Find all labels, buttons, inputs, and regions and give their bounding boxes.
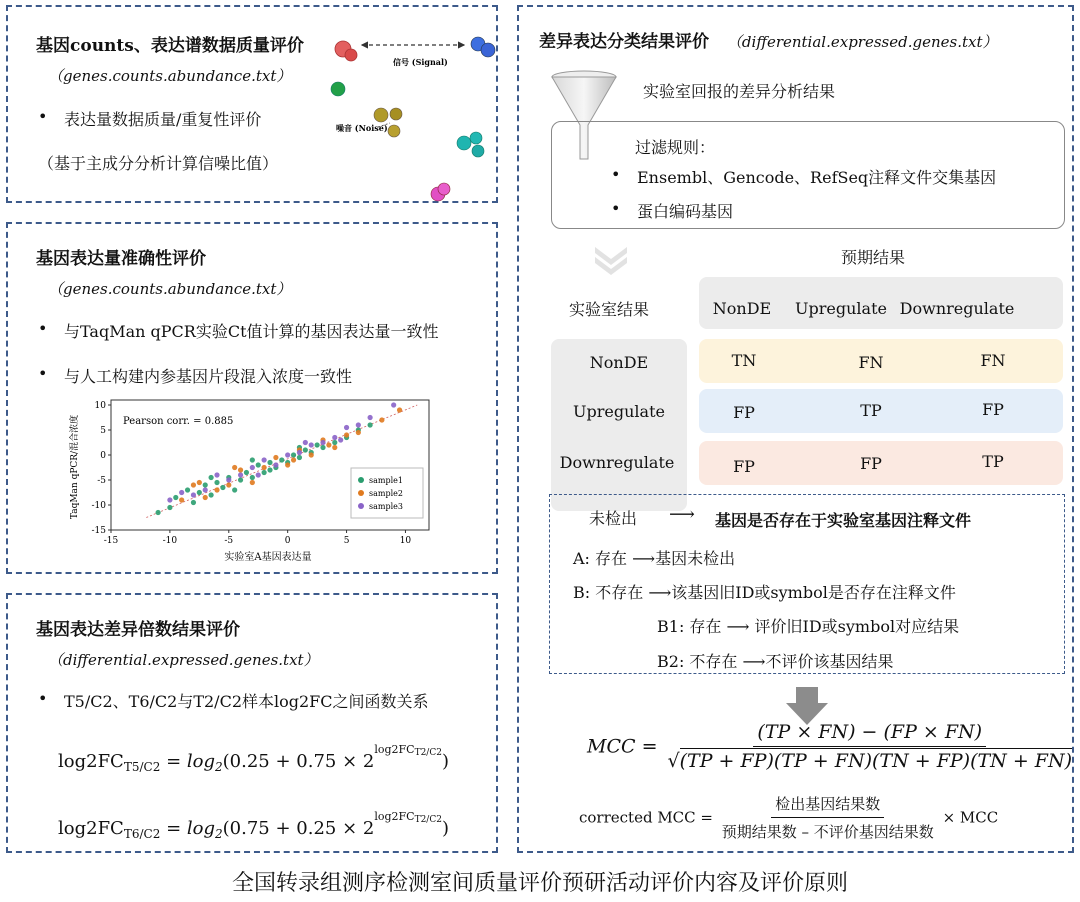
case-b2: B2: 不存在 ⟶不评价该基因结果 (657, 652, 894, 671)
red-cluster (335, 41, 357, 61)
data-point-sample2 (397, 407, 402, 412)
x-tick-label: 0 (284, 536, 291, 546)
figure-caption: 全国转录组测序检测室间质量评价预研活动评价内容及评价原则 (231, 871, 848, 896)
y-axis-label: TaqMan qPCR/混合浓度 (70, 414, 80, 520)
filter-title: 过滤规则： (635, 138, 716, 157)
data-point-sample1 (267, 467, 272, 472)
y-tick-label: 5 (100, 426, 106, 436)
data-point-sample1 (173, 495, 178, 500)
row-header-upregulate: Upregulate (573, 402, 665, 421)
teal-cluster (457, 132, 484, 157)
data-point-sample2 (326, 442, 331, 447)
data-point-sample3 (256, 472, 261, 477)
data-point-sample1 (256, 462, 261, 467)
data-point-sample2 (332, 445, 337, 450)
undetected-label: 未检出 (589, 509, 638, 528)
data-point-sample1 (156, 510, 161, 515)
noise-label: 噪音 (Noise) (336, 123, 388, 133)
data-point-sample1 (368, 422, 373, 427)
data-point-sample2 (191, 482, 196, 487)
data-point-sample1 (197, 490, 202, 495)
legend-marker (358, 490, 364, 496)
mcc-formula: MCC = $\frac{(TP \times FN) - (FP \times FN)}{√(TP + FP)(TP + FN)(TN + FP)(TN + FN)}$ (587, 721, 1072, 772)
x-tick-label: -5 (224, 536, 234, 546)
legend-label: sample3 (369, 502, 403, 511)
data-point-sample1 (185, 487, 190, 492)
data-point-sample1 (262, 470, 267, 475)
matrix-cell: FP (733, 403, 755, 422)
note-text: （基于主成分分析计算信噪比值） (38, 154, 279, 173)
matrix-cell: TP (860, 401, 882, 420)
data-point-sample1 (297, 455, 302, 460)
data-point-sample2 (262, 465, 267, 470)
data-point-sample2 (379, 417, 384, 422)
data-point-sample2 (356, 430, 361, 435)
x-tick-label: 5 (343, 536, 350, 546)
data-point-sample3 (226, 477, 231, 482)
legend-label: sample2 (369, 489, 403, 498)
formula-t6: $\log 2FC_{T6/C2} = \log_2(0.75 + 0.25 \times 2^{log2FCT2/C2})$ (58, 810, 449, 841)
data-point-sample1 (315, 442, 320, 447)
data-point-sample3 (238, 472, 243, 477)
legend-marker (358, 477, 364, 483)
data-point-sample1 (279, 457, 284, 462)
pink-cluster (431, 183, 450, 201)
data-point-sample3 (214, 472, 219, 477)
data-point-sample2 (250, 480, 255, 485)
y-tick-label: -10 (91, 501, 106, 511)
matrix-cell: FP (982, 400, 1004, 419)
signal-label: 信号 (Signal) (393, 57, 448, 67)
data-point-sample3 (203, 487, 208, 492)
data-point-sample3 (297, 450, 302, 455)
data-point-sample3 (320, 440, 325, 445)
data-point-sample3 (368, 415, 373, 420)
file-name: （differential.expressed.genes.txt） (48, 651, 319, 669)
data-point-sample2 (344, 432, 349, 437)
data-point-sample1 (303, 447, 308, 452)
data-point-sample3 (332, 435, 337, 440)
panel-title: 基因表达量准确性评价 (36, 249, 206, 269)
bullet-text: • 与人工构建内参基因片段混入浓度一致性 (64, 364, 352, 387)
data-point-sample1 (232, 487, 237, 492)
expected-label: 预期结果 (841, 248, 906, 267)
data-point-sample3 (262, 457, 267, 462)
data-point-sample1 (220, 485, 225, 490)
data-point-sample2 (232, 465, 237, 470)
data-point-sample3 (391, 402, 396, 407)
data-point-sample3 (179, 490, 184, 495)
data-point-sample3 (309, 442, 314, 447)
data-point-sample2 (285, 462, 290, 467)
matrix-cell: TP (982, 452, 1004, 471)
data-point-sample1 (203, 482, 208, 487)
x-axis-label: 实验室A基因表达量 (224, 552, 312, 563)
green-point (331, 82, 345, 96)
col-header-nonde: NonDE (712, 299, 772, 318)
data-point-sample2 (179, 497, 184, 502)
data-point-sample2 (291, 457, 296, 462)
data-point-sample1 (332, 440, 337, 445)
data-point-sample3 (338, 437, 343, 442)
data-point-sample3 (303, 440, 308, 445)
case-b1: B1: 存在 ⟶ 评价旧ID或symbol对应结果 (657, 617, 960, 636)
chevron-down-icon (591, 243, 631, 279)
panel-de-classification (517, 5, 1074, 853)
corrected-mcc-formula: corrected MCC = $\frac{\text{检出基因结果数}}{\text{预期结果数 – 不评价基因结果数}}$ × MCC (579, 795, 999, 841)
x-tick-label: 10 (399, 536, 412, 546)
undetected-question: 基因是否存在于实验室基因注释文件 (715, 511, 972, 530)
data-point-sample1 (214, 480, 219, 485)
data-point-sample3 (356, 422, 361, 427)
data-point-sample2 (309, 452, 314, 457)
lab-label: 实验室结果 (569, 300, 650, 319)
col-header-downregulate: Downregulate (899, 299, 1015, 318)
col-header-upregulate: Upregulate (795, 299, 887, 318)
data-point-sample3 (344, 425, 349, 430)
data-point-sample1 (250, 457, 255, 462)
data-point-sample2 (273, 455, 278, 460)
data-point-sample3 (191, 492, 196, 497)
filter-rule: • Ensembl、Gencode、RefSeq注释文件交集基因 (637, 165, 996, 188)
y-tick-label: 10 (94, 401, 106, 411)
case-a: A: 存在 ⟶基因未检出 (573, 549, 736, 568)
matrix-cell: TN (731, 351, 757, 370)
annotation: Pearson corr. = 0.885 (123, 416, 234, 427)
data-point-sample2 (238, 467, 243, 472)
data-point-sample2 (203, 495, 208, 500)
y-ticks (92, 401, 112, 536)
data-point-sample3 (167, 497, 172, 502)
data-point-sample1 (167, 505, 172, 510)
file-name: （genes.counts.abundance.txt） (48, 67, 292, 85)
funnel-label: 实验室回报的差异分析结果 (643, 82, 836, 101)
panel-data-quality (6, 5, 498, 203)
data-point-sample3 (250, 465, 255, 470)
y-tick-label: -5 (97, 476, 106, 486)
pca-illustration (318, 27, 498, 202)
matrix-cell: FP (733, 457, 755, 476)
data-point-sample2 (197, 480, 202, 485)
x-tick-label: -15 (103, 536, 119, 546)
data-point-sample3 (285, 452, 290, 457)
data-point-sample1 (250, 475, 255, 480)
data-point-sample1 (244, 470, 249, 475)
panel-title: 基因表达差异倍数结果评价 (36, 620, 240, 640)
matrix-cell: FN (980, 351, 1006, 370)
y-tick-label: -15 (91, 526, 106, 536)
data-point-sample1 (267, 460, 272, 465)
case-b: B: 不存在 ⟶该基因旧ID或symbol是否存在注释文件 (573, 583, 956, 602)
x-ticks (104, 530, 412, 546)
panel-title: 基因counts、表达谱数据质量评价 (36, 36, 304, 56)
legend (351, 468, 423, 518)
filter-rule: • 蛋白编码基因 (637, 199, 733, 222)
data-point-sample2 (226, 482, 231, 487)
data-point-sample2 (214, 487, 219, 492)
legend-marker (358, 503, 364, 509)
panel-title: 差异表达分类结果评价 （differential.expressed.genes.txt） (539, 32, 998, 52)
data-point-sample1 (191, 500, 196, 505)
file-name: （genes.counts.abundance.txt） (48, 280, 292, 298)
bullet-text: • 与TaqMan qPCR实验Ct值计算的基因表达量一致性 (64, 319, 439, 342)
x-tick-label: -10 (162, 536, 178, 546)
legend-label: sample1 (369, 476, 403, 485)
panel-fold-change (6, 593, 498, 853)
row-header-downregulate: Downregulate (559, 453, 675, 472)
panel-accuracy (6, 222, 498, 574)
matrix-cell: FP (860, 454, 882, 473)
data-point-sample1 (209, 492, 214, 497)
scatter-chart (63, 392, 448, 572)
data-point-sample1 (320, 445, 325, 450)
data-point-sample1 (209, 475, 214, 480)
data-point-sample1 (291, 452, 296, 457)
arrow-icon: ⟶ (669, 504, 695, 525)
data-point-sample1 (238, 477, 243, 482)
data-point-sample3 (273, 462, 278, 467)
bullet-text: • 表达量数据质量/重复性评价 (64, 107, 261, 130)
y-tick-label: 0 (100, 451, 106, 461)
bullet-text: • T5/C2、T6/C2与T2/C2样本log2FC之间函数关系 (64, 689, 429, 712)
blue-cluster (471, 37, 495, 57)
row-header-nonde: NonDE (589, 353, 649, 372)
formula-t5: $\log 2FC_{T5/C2} = \log_2(0.25 + 0.75 \times 2^{log2FCT2/C2})$ (58, 743, 449, 774)
matrix-cell: FN (858, 353, 884, 372)
